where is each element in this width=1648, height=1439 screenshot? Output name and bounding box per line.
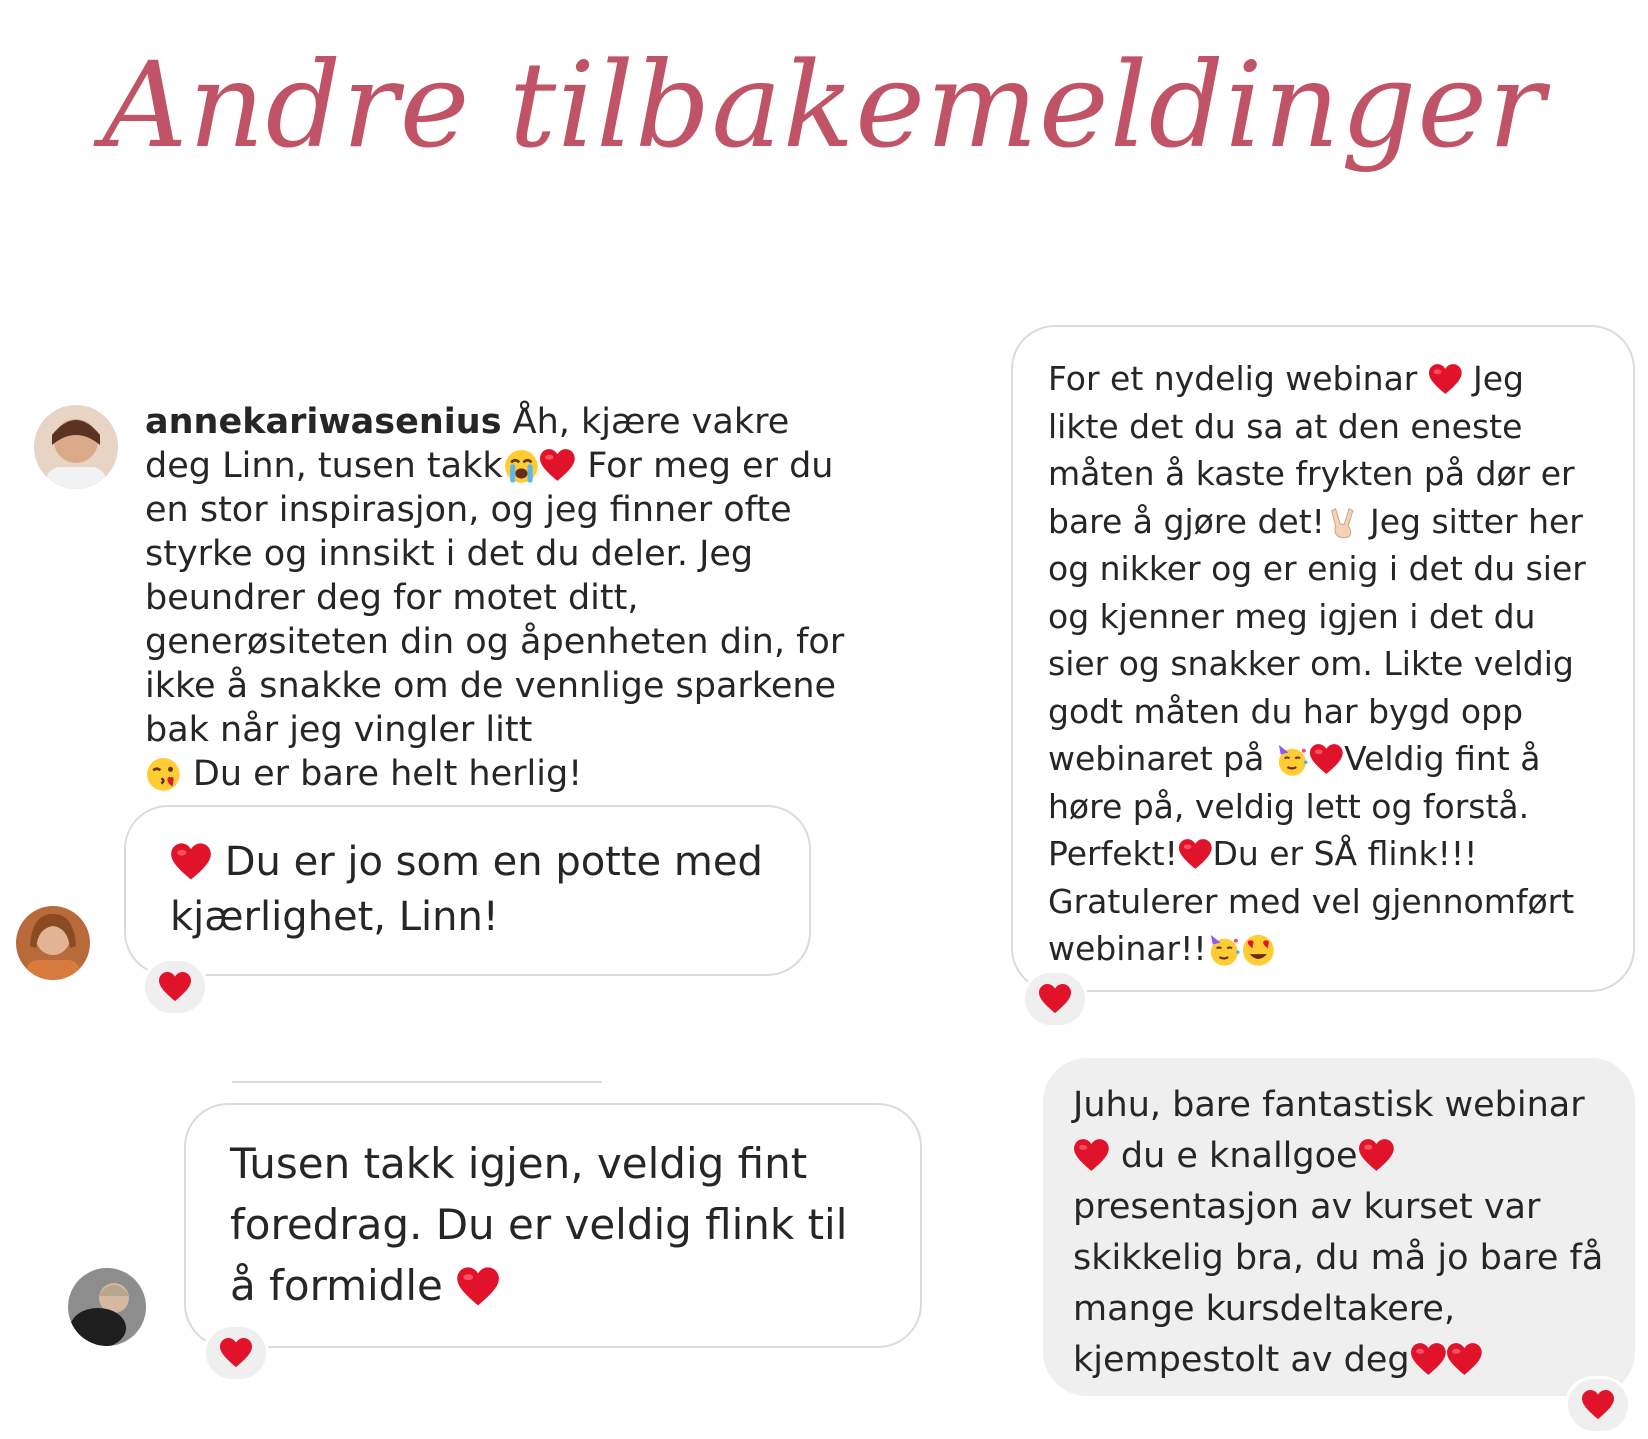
message-text: Jeg sitter her og nikker og er enig i det du sier og kjenner meg igjen i det du sier og snakker om. Likte veldig godt måten du har bygd opp webinaret på	[1048, 501, 1586, 778]
avatar-annekariwasenius[interactable]	[34, 405, 118, 489]
message-text: Veldig fint å høre på, veldig lett og forstå. Perfekt!	[1048, 739, 1541, 873]
comment-text-part: Åh, kjære vakre deg Linn, tusen takk	[145, 402, 790, 486]
red-heart-icon	[1410, 1342, 1447, 1377]
red-heart-icon	[1428, 363, 1463, 396]
red-heart-icon	[539, 448, 576, 483]
red-heart-icon	[1178, 838, 1213, 871]
loudly-crying-face-icon	[503, 448, 540, 485]
red-heart-icon	[1358, 1138, 1395, 1173]
red-heart-icon	[1581, 1389, 1615, 1421]
heart-reaction[interactable]	[1565, 1376, 1631, 1434]
message-bubble-2[interactable]	[124, 805, 811, 976]
heart-reaction[interactable]	[203, 1324, 269, 1382]
comment-text-part: Du er bare helt herlig!	[181, 754, 583, 794]
message-bubble-3[interactable]	[184, 1103, 922, 1348]
message-text: For et nydelig webinar	[1048, 359, 1428, 398]
message-text: Du er SÅ flink!!! Gratulerer med vel gjennomført webinar!!	[1048, 834, 1575, 968]
message-text: Juhu, bare fantastisk webinar	[1073, 1085, 1585, 1125]
message-text: Du er jo som en potte med kjærlighet, Linn!	[170, 839, 763, 940]
message-text: du e knallgoe	[1109, 1136, 1358, 1176]
message-bubble-5[interactable]	[1043, 1058, 1635, 1396]
red-heart-icon	[1309, 743, 1344, 776]
page-title: Andre tilbakemeldinger	[102, 36, 1546, 174]
red-heart-icon	[219, 1337, 253, 1369]
comment-text-part: For meg er du en stor inspirasjon, og jeg finner ofte styrke og innsikt i det du deler. Jeg beundrer deg for motet ditt, generøsiteten din og åpenheten din, for ikke å snakke om de vennlige sparkene bak når jeg vingler litt	[145, 446, 845, 750]
heart-reaction[interactable]	[1022, 970, 1088, 1028]
heart-eyes-face-icon	[1241, 933, 1276, 968]
partying-face-icon	[1207, 933, 1242, 968]
comment-username[interactable]: annekariwasenius	[145, 402, 502, 442]
message-text: presentasjon av kurset var skikkelig bra, du må jo bare få mange kursdeltakere, kjempestolt av deg	[1073, 1187, 1604, 1380]
message-text: Jeg likte det du sa at den eneste måten å kaste frykten på dør er bare å gjøre det!	[1048, 359, 1575, 541]
red-heart-icon	[170, 842, 212, 882]
message-text: Tusen takk igjen, veldig fint foredrag. Du er veldig flink til å formidle	[230, 1139, 848, 1310]
face-blowing-kiss-icon	[145, 756, 182, 793]
comment-annekariwasenius	[145, 400, 865, 796]
partying-face-icon	[1275, 743, 1310, 778]
red-heart-icon	[1073, 1138, 1110, 1173]
heart-reaction[interactable]	[142, 958, 208, 1016]
avatar-user-2[interactable]	[16, 906, 90, 980]
avatar-user-3[interactable]	[68, 1268, 146, 1346]
divider	[232, 1081, 602, 1083]
message-bubble-4[interactable]	[1011, 325, 1635, 992]
red-heart-icon	[1038, 983, 1072, 1015]
red-heart-icon	[158, 971, 192, 1003]
victory-hand-icon	[1325, 505, 1360, 540]
red-heart-icon	[456, 1266, 500, 1308]
red-heart-icon	[1446, 1342, 1483, 1377]
